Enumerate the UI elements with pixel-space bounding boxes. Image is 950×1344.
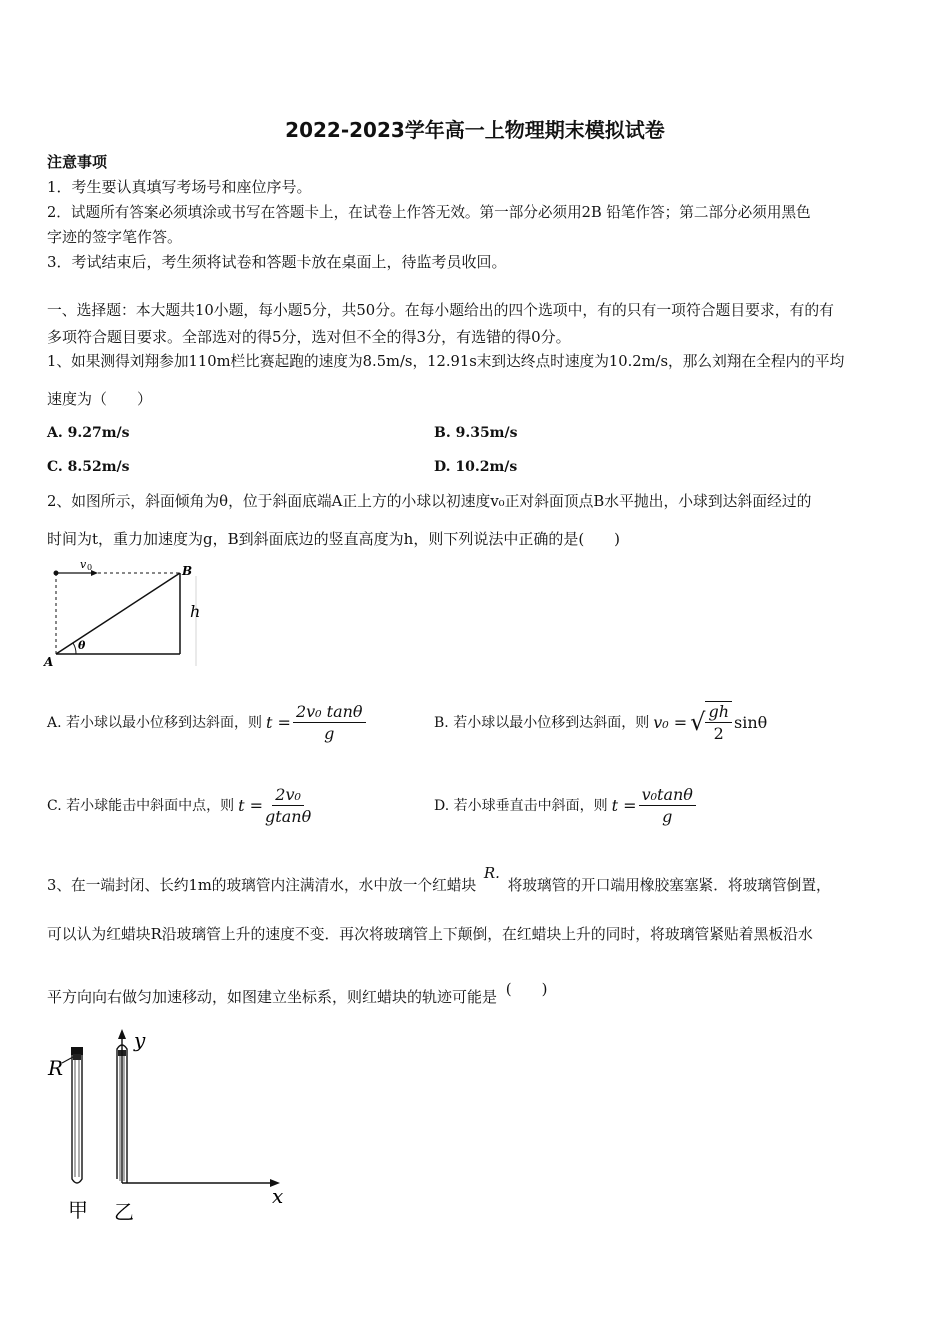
fig-jia-label: 甲 bbox=[68, 1198, 88, 1222]
fig-r-label: R bbox=[48, 1056, 64, 1080]
q1-stem-line2: 速度为（ ） bbox=[47, 390, 153, 408]
fig-x-label: x bbox=[272, 1184, 284, 1208]
page-title: 2022-2023学年高一上物理期末模拟试卷 bbox=[285, 118, 665, 142]
q1-stem-line1: 1、如果测得刘翔参加110m栏比赛起跑的速度为8.5m/s，12.91s末到达终点时速度为10.2m/s，那么刘翔在全程内的平均 bbox=[47, 353, 845, 370]
red-wax-block-jia bbox=[73, 1054, 81, 1060]
q2-option-b-fraction bbox=[705, 701, 732, 743]
q2-stem-line2: 时间为t，重力加速度为g，B到斜面底边的竖直高度为h，则下列说法中正确的是( ) bbox=[47, 530, 621, 548]
q2-option-a-lhs: t = bbox=[266, 712, 291, 732]
q3-stem-line1-a: 3、在一端封闭、长约1m的玻璃管内注满清水，水中放一个红蜡块 bbox=[47, 877, 477, 894]
q2-option-d-text: D. 若小球垂直击中斜面，则 bbox=[434, 798, 608, 814]
section1-line2: 多项符合题目要求。全部选对的得5分，选对但不全的得3分，有选错的得0分。 bbox=[47, 328, 571, 346]
q2-option-b-lhs: v₀ = bbox=[653, 712, 688, 732]
q3-stem-line3-text: 平方向向右做匀加速移动，如图建立坐标系，则红蜡块的轨迹可能是 bbox=[47, 988, 498, 1006]
q3-answer-paren: ( ) bbox=[505, 980, 548, 998]
q2-option-b bbox=[434, 698, 767, 746]
q2-option-b-text: B. 若小球以最小位移到达斜面，则 bbox=[434, 715, 650, 731]
q2-option-d bbox=[434, 781, 696, 829]
h-label: h bbox=[190, 602, 201, 621]
q1-option-c: C. 8.52m/s bbox=[47, 459, 130, 475]
q2-option-a-denominator: g bbox=[324, 723, 335, 743]
q2-option-a bbox=[47, 698, 366, 746]
v0-subscript: 0 bbox=[87, 563, 93, 572]
point-a-label: A bbox=[44, 655, 54, 669]
q1-option-b: B. 9.35m/s bbox=[434, 425, 518, 441]
q2-option-b-denominator: 2 bbox=[713, 724, 724, 743]
q3-stem-line1 bbox=[47, 864, 831, 896]
q2-option-a-fraction bbox=[293, 702, 366, 743]
fig-y-label: y bbox=[134, 1028, 146, 1052]
notice-heading: 注意事项 bbox=[47, 153, 108, 171]
q2-stem-line1: 2、如图所示，斜面倾角为θ，位于斜面底端A正上方的小球以初速度v₀正对斜面顶点B水平抛出，小球到达斜面经过的 bbox=[47, 493, 812, 510]
point-b-label: B bbox=[182, 564, 193, 578]
q2-option-d-lhs: t = bbox=[611, 795, 637, 815]
q3-stem-line1-b: 将玻璃管的开口端用橡胶塞塞紧．将玻璃管倒置， bbox=[507, 877, 831, 894]
fig-yi-label: 乙 bbox=[114, 1200, 134, 1224]
glass-tube-figure bbox=[40, 1025, 300, 1225]
y-axis-arrow bbox=[118, 1029, 126, 1039]
q3-r-label: R. bbox=[483, 864, 500, 882]
q2-option-d-fraction bbox=[639, 785, 696, 826]
v0-label: v bbox=[80, 558, 87, 571]
ball bbox=[54, 571, 59, 576]
q1-option-a: A. 9.27m/s bbox=[47, 425, 130, 441]
q2-option-c-fraction bbox=[265, 785, 311, 826]
tube-jia-stopper bbox=[71, 1047, 83, 1055]
q2-option-c-lhs: t = bbox=[238, 795, 264, 815]
q2-option-b-tail: sinθ bbox=[734, 712, 768, 732]
angle-arc bbox=[73, 643, 76, 654]
sqrt-sign: √ bbox=[690, 708, 706, 736]
q2-option-a-numerator: 2v₀ tanθ bbox=[293, 702, 366, 723]
q2-option-c-text: C. 若小球能击中斜面中点，则 bbox=[47, 798, 235, 814]
q3-stem-line3 bbox=[47, 980, 548, 1007]
incline-figure bbox=[40, 556, 210, 674]
q2-option-c-denominator: gtanθ bbox=[265, 806, 312, 826]
q2-option-d-numerator: v₀tanθ bbox=[639, 785, 696, 806]
tube-jia-outline bbox=[72, 1049, 82, 1183]
notice-item-2-line2: 字迹的签字笔作答。 bbox=[47, 228, 183, 246]
q2-option-c bbox=[47, 781, 311, 829]
incline-slope bbox=[56, 573, 180, 654]
q1-option-d: D. 10.2m/s bbox=[434, 459, 518, 475]
q3-stem-line2: 可以认为红蜡块R沿玻璃管上升的速度不变．再次将玻璃管上下颠倒，在红蜡块上升的同时，将玻璃管紧贴着黑板沿水 bbox=[47, 926, 813, 943]
q2-option-d-denominator: g bbox=[662, 806, 673, 826]
section1-line1: 一、选择题：本大题共10小题，每小题5分，共50分。在每小题给出的四个选项中，有的只有一项符合题目要求，有的有 bbox=[47, 302, 834, 319]
q2-option-c-numerator: 2v₀ bbox=[272, 785, 304, 806]
q2-option-b-numerator: gh bbox=[705, 702, 732, 723]
q2-option-a-text: A. 若小球以最小位移到达斜面，则 bbox=[47, 715, 263, 731]
notice-item-3: 3．考试结束后，考生须将试卷和答题卡放在桌面上，待监考员收回。 bbox=[47, 253, 507, 271]
theta-label: θ bbox=[78, 639, 86, 652]
notice-item-1: 1．考生要认真填写考场号和座位序号。 bbox=[47, 178, 312, 196]
notice-item-2-line1: 2．试题所有答案必须填涂或书写在答题卡上，在试卷上作答无效。第一部分必须用2B 铅笔作答；第二部分必须用黑色 bbox=[47, 204, 811, 221]
